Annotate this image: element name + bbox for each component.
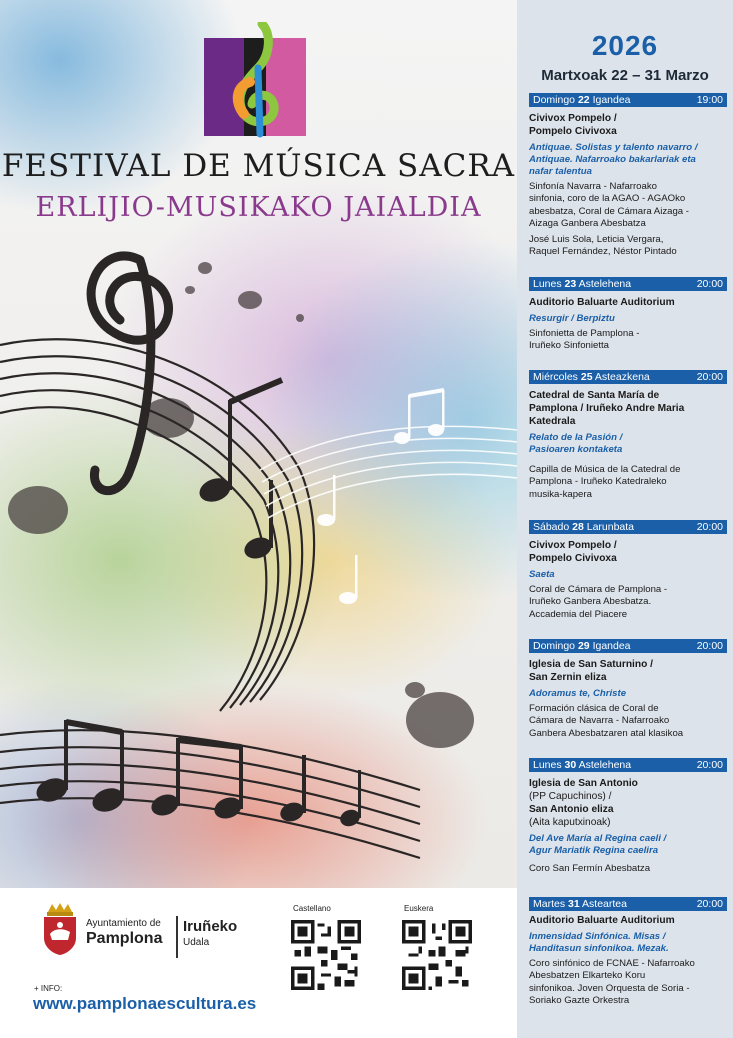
event-performers: Capilla de Música de la Catedral de Pamplona - Iruñeko Katedraleko musika-kapera xyxy=(529,464,681,500)
ayuntamiento-label: Ayuntamiento de xyxy=(86,918,161,929)
event-day: Lunes 30 Astelehena xyxy=(533,759,632,771)
event-venue: Civivox Pompelo / Pompelo Civivoxa xyxy=(529,113,617,137)
festival-title-basque: ERLIJIO-MUSIKAKO JAIALDIA xyxy=(35,192,482,223)
event-header xyxy=(529,520,727,534)
poster-footer xyxy=(0,888,517,1038)
event-day: Domingo 22 Igandea xyxy=(533,94,631,106)
event-card xyxy=(529,897,727,1008)
event-day: Martes 31 Astearteа xyxy=(533,898,627,910)
event-venue-note: (PP Capuchinos) / xyxy=(529,791,612,802)
event-venue: Catedral de Santa María de Pamplona / Iruñeko Andre Maria Katedrala xyxy=(529,390,685,427)
event-program-title: Saeta xyxy=(529,569,555,580)
event-performers: Coro sinfónico de FCNAE - Nafarroako Abesbatzen Elkarteko Koru sinfonikoa. Joven Orquesta de Soria - Soriako Gazte Orkestra xyxy=(529,958,695,1007)
program-column xyxy=(517,0,733,1038)
ayuntamiento-logo-text xyxy=(86,918,162,948)
qr-euskera-label: Euskera xyxy=(404,904,434,913)
logo-divider xyxy=(176,916,178,958)
event-soloists: José Luis Sola, Leticia Vergara, Raquel Fernández, Néstor Pintado xyxy=(529,233,677,258)
event-time: 20:00 xyxy=(696,521,723,533)
event-program-title: Inmensidad Sinfónica. Misas / Handitasun sinfonikoa. Mezak. xyxy=(529,931,669,954)
event-time: 20:00 xyxy=(696,759,723,771)
event-venue: Auditorio Baluarte Auditorium xyxy=(529,915,675,926)
event-time: 20:00 xyxy=(696,371,723,383)
info-label: + INFO: xyxy=(34,984,63,993)
event-program-title: Adoramus te, Christe xyxy=(529,688,627,699)
event-performers: Sinfonía Navarra - Nafarroako sinfonia, coro de la AGAO - AGAOko abesbatza, Coral de Cámara Aizaga - Aizaga Ganbera Abesbatza xyxy=(529,181,689,230)
event-day: Lunes 23 Astelehena xyxy=(533,278,632,290)
event-performers: Coral de Cámara de Pamplona - Iruñeko Ganbera Abesbatza. Accademia del Piacere xyxy=(529,584,668,620)
event-performers: Formación clásica de Coral de Cámara de Navarra - Nafarroako Ganbera Abesbatzaren atal klasikoa xyxy=(529,703,684,739)
event-venue-note-basque: (Aita kaputxinoak) xyxy=(529,817,611,828)
event-time: 20:00 xyxy=(696,898,723,910)
iruneko-label: Iruñeko xyxy=(183,918,238,935)
event-program-title: Resurgir / Berpiztu xyxy=(529,313,615,324)
event-program-title: Antiquae. Solistas y talento navarro / Antiquae. Nafarroako bakarlariak eta nafar talentua xyxy=(529,142,698,177)
event-header xyxy=(529,277,727,291)
event-program-title: Relato de la Pasión / Pasioaren kontaketa xyxy=(529,432,623,455)
event-day: Domingo 29 Igandea xyxy=(533,640,631,652)
qr-castellano-label: Castellano xyxy=(293,904,331,913)
event-time: 20:00 xyxy=(696,640,723,652)
event-card xyxy=(529,639,727,740)
qr-code-icon[interactable] xyxy=(402,920,472,990)
event-time: 20:00 xyxy=(696,278,723,290)
event-card xyxy=(529,277,727,353)
treble-clef-logo-icon xyxy=(204,22,306,142)
festival-year: 2026 xyxy=(591,30,659,61)
event-day: Sábado 28 Larunbata xyxy=(533,521,635,533)
irunеko-udala-text xyxy=(183,918,237,948)
event-card xyxy=(529,520,727,621)
festival-dates: Martxoak 22 – 31 Marzo xyxy=(541,67,709,84)
event-header xyxy=(529,639,727,653)
event-performers: Sinfonietta de Pamplona - Iruñeko Sinfonietta xyxy=(529,328,640,352)
event-header xyxy=(529,93,727,107)
event-program-title: Del Ave María al Regina caeli / Agur Mariatik Regina caelira xyxy=(529,833,667,856)
event-header xyxy=(529,897,727,911)
pamplona-coat-of-arms-icon xyxy=(40,902,80,956)
event-header xyxy=(529,758,727,772)
event-card xyxy=(529,758,727,875)
event-time: 19:00 xyxy=(696,94,723,106)
event-venue: Iglesia de San Antonio xyxy=(529,778,638,789)
event-venue: Civivox Pompelo / Pompelo Civivoxa xyxy=(529,540,617,564)
event-venue: Auditorio Baluarte Auditorium xyxy=(529,297,675,308)
pamplona-label: Pamplona xyxy=(86,930,163,947)
event-card xyxy=(529,93,727,258)
event-venue: Iglesia de San Saturnino / San Zernin eliza xyxy=(529,659,653,683)
event-performers: Coro San Fermín Abesbatza xyxy=(529,863,651,874)
event-day: Miércoles 25 Asteazkena xyxy=(533,371,650,383)
event-venue-basque: San Antonio eliza xyxy=(529,804,614,815)
info-website-link[interactable]: www.pamplonaescultura.es xyxy=(33,994,257,1013)
event-card xyxy=(529,370,727,501)
udala-label: Udala xyxy=(183,937,210,948)
event-header xyxy=(529,370,727,384)
festival-title-spanish: FESTIVAL DE MÚSICA SACRA xyxy=(1,148,516,184)
qr-code-icon[interactable] xyxy=(291,920,361,990)
